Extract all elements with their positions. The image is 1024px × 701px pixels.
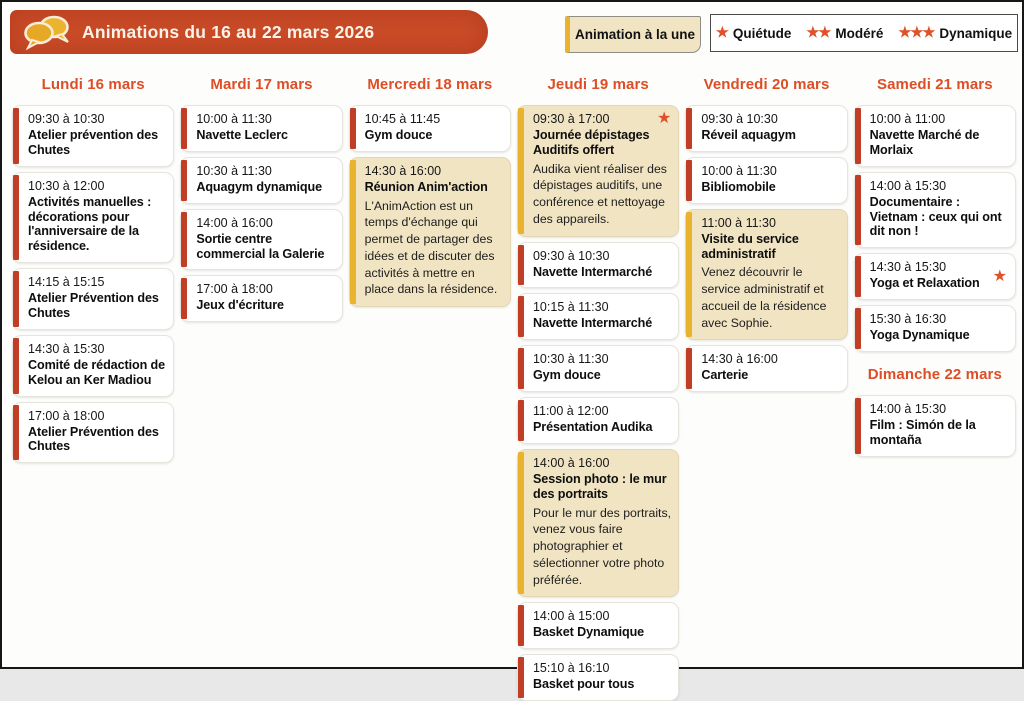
event-card <box>180 209 342 271</box>
event-title: Navette Intermarché <box>532 316 653 331</box>
event-card <box>517 654 679 701</box>
day-header: Jeudi 19 mars <box>547 76 649 93</box>
event-time: 10:15 à 11:30 <box>532 300 609 315</box>
event-color-bar <box>181 108 187 149</box>
event-title: Documentaire : Vietnam : ceux qui ont dit non ! <box>869 194 1002 239</box>
event-card <box>349 105 511 152</box>
event-color-bar <box>13 271 19 327</box>
event-title: Bibliomobile <box>701 179 776 194</box>
event-color-bar <box>855 256 861 297</box>
event-time: 10:45 à 11:45 <box>364 112 441 126</box>
event-title: Navette Marché de Morlaix <box>869 128 980 157</box>
rating-label: Modéré <box>835 25 884 41</box>
event-card <box>180 275 342 322</box>
event-color-bar <box>181 278 187 319</box>
event-time: 14:30 à 16:00 <box>364 163 442 178</box>
event-color-bar <box>13 338 19 394</box>
event-title: Gym douce <box>532 368 601 383</box>
three-stars-icon: ★★★ <box>898 24 935 41</box>
quietude-star-icon: ★ <box>656 110 672 127</box>
event-time: 14:00 à 16:00 <box>196 215 273 230</box>
event-title: Atelier prévention des Chutes <box>28 128 159 157</box>
event-card <box>180 105 342 152</box>
event-time: 14:30 à 15:30 <box>28 341 105 356</box>
event-card <box>12 172 174 263</box>
event-time: 10:30 à 11:30 <box>196 163 272 178</box>
day-column-jeudi <box>517 74 679 701</box>
event-title: Réveil aquagym <box>701 128 796 142</box>
legend-featured-badge <box>565 16 701 53</box>
day-header: Mercredi 18 mars <box>367 76 493 93</box>
event-color-bar <box>855 175 861 246</box>
event-color-bar <box>518 108 524 234</box>
day-header: Samedi 21 mars <box>877 76 993 93</box>
event-color-bar <box>518 245 524 286</box>
event-time: 10:30 à 12:00 <box>28 178 105 193</box>
event-color-bar <box>518 452 524 594</box>
event-card-featured <box>685 209 847 341</box>
event-time: 10:00 à 11:00 <box>869 112 946 126</box>
event-card <box>854 305 1016 352</box>
event-title: Yoga Dynamique <box>869 328 970 343</box>
event-color-bar <box>518 657 524 698</box>
rating-modere <box>806 26 883 41</box>
event-color-bar <box>518 400 524 441</box>
event-description: Venez découvrir le service administratif et accueil de la résidence avec Sophie. <box>701 265 827 330</box>
event-title: Basket pour tous <box>532 677 635 692</box>
event-card <box>12 335 174 397</box>
quietude-star-icon: ★ <box>992 267 1007 285</box>
event-time: 09:30 à 10:30 <box>28 112 105 126</box>
event-time: 15:10 à 16:10 <box>532 661 610 676</box>
event-time: 10:00 à 11:30 <box>701 163 777 178</box>
day-column-mercredi <box>349 74 511 701</box>
event-color-bar <box>686 348 692 389</box>
one-star-icon: ★ <box>715 24 728 41</box>
event-color-bar <box>686 212 692 338</box>
event-card <box>685 105 847 152</box>
event-color-bar <box>518 348 524 389</box>
event-time: 14:15 à 15:15 <box>28 275 105 290</box>
day-column-samedi-dimanche <box>854 74 1016 701</box>
day-column-mardi <box>180 74 342 701</box>
event-title: Réunion Anim'action <box>364 179 488 194</box>
event-color-bar <box>518 296 524 337</box>
event-card <box>12 402 174 464</box>
event-card <box>517 345 679 392</box>
event-time: 15:30 à 16:30 <box>869 312 947 327</box>
event-title: Navette Leclerc <box>196 128 288 142</box>
event-color-bar <box>686 108 692 149</box>
event-card <box>12 105 174 167</box>
legend-featured-label: Animation à la une <box>574 27 696 42</box>
event-title: Sortie centre commercial la Galerie <box>196 231 325 261</box>
event-title: Atelier Prévention des Chutes <box>28 291 159 321</box>
event-time: 17:00 à 18:00 <box>28 408 105 423</box>
rating-dynamique <box>898 26 1012 41</box>
event-card-featured <box>349 157 511 307</box>
event-time: 14:00 à 15:00 <box>532 609 610 624</box>
event-card <box>517 293 679 340</box>
event-description: Pour le mur des portraits, venez vous faire photographier et sélectionner votre photo préférée. <box>532 505 672 587</box>
event-color-bar <box>13 108 19 164</box>
event-title: Basket Dynamique <box>532 625 645 640</box>
event-color-bar <box>13 175 19 260</box>
event-card <box>854 105 1016 167</box>
event-time: 11:00 à 11:30 <box>701 215 776 230</box>
event-title: Visite du service administratif <box>701 231 799 261</box>
event-title: Journée dépistages Auditifs offert <box>532 128 650 157</box>
event-time: 10:30 à 11:30 <box>532 352 609 367</box>
title-banner <box>10 10 488 54</box>
event-title: Carterie <box>701 368 749 383</box>
event-card-featured <box>517 449 679 597</box>
event-color-bar <box>13 405 19 461</box>
event-title: Jeux d'écriture <box>196 298 284 313</box>
rating-label: Quiétude <box>732 25 792 41</box>
event-card <box>12 268 174 330</box>
event-color-bar <box>855 108 861 164</box>
event-time: 10:00 à 11:30 <box>196 112 272 126</box>
event-time: 14:00 à 15:30 <box>869 402 947 417</box>
day-column-vendredi <box>685 74 847 701</box>
event-card <box>854 253 1016 300</box>
event-color-bar <box>686 160 692 201</box>
event-time: 14:30 à 15:30 <box>869 260 947 275</box>
day-column-lundi <box>12 74 174 701</box>
event-card <box>685 157 847 204</box>
event-color-bar <box>181 212 187 268</box>
event-title: Navette Intermarché <box>532 264 653 279</box>
event-time: 09:30 à 17:00 <box>532 112 610 126</box>
page-title: Animations du 16 au 22 mars 2026 <box>82 21 375 42</box>
event-color-bar <box>181 160 187 201</box>
day-header: Mardi 17 mars <box>210 76 313 93</box>
event-time: 14:00 à 16:00 <box>532 456 610 471</box>
event-color-bar <box>855 398 861 454</box>
event-card <box>685 345 847 392</box>
event-time: 09:30 à 10:30 <box>701 112 778 126</box>
event-description: L'AnimAction est un temps d'échange qui permet de partager des idées et de discuter des activités à mettre en place dans la résidence. <box>364 198 498 297</box>
event-card <box>180 157 342 204</box>
event-title: Activités manuelles : décorations pour l'anniversaire de la résidence. <box>28 194 152 254</box>
day-header: Dimanche 22 mars <box>867 366 1002 384</box>
event-color-bar <box>518 605 524 646</box>
event-time: 14:30 à 16:00 <box>701 352 778 367</box>
event-description: Audika vient réaliser des dépistages auditifs, une conférence et nettoyage des appareils. <box>532 161 667 226</box>
two-stars-icon: ★★ <box>806 24 831 41</box>
event-time: 09:30 à 10:30 <box>532 248 610 263</box>
event-title: Présentation Audika <box>532 420 653 435</box>
rating-quietude <box>716 26 792 41</box>
event-title: Session photo : le mur des portraits <box>532 472 667 501</box>
event-card <box>517 397 679 444</box>
event-time: 14:00 à 15:30 <box>869 178 947 193</box>
event-card <box>854 172 1016 249</box>
rating-label: Dynamique <box>939 25 1013 41</box>
schedule-grid <box>12 74 1016 701</box>
event-color-bar <box>855 308 861 349</box>
event-color-bar <box>350 160 356 304</box>
event-card <box>854 395 1016 457</box>
event-card <box>517 602 679 649</box>
event-title: Film : Simón de la montaña <box>869 418 976 447</box>
event-title: Comité de rédaction de Kelou an Ker Madiou <box>28 357 166 387</box>
event-color-bar <box>350 108 356 149</box>
event-time: 17:00 à 18:00 <box>196 282 273 297</box>
speech-bubbles-icon <box>22 14 72 50</box>
event-title: Aquagym dynamique <box>196 179 322 194</box>
day-header: Lundi 16 mars <box>41 76 145 93</box>
day-header: Vendredi 20 mars <box>703 76 830 93</box>
event-card-featured <box>517 105 679 237</box>
event-title: Atelier Prévention des Chutes <box>28 424 159 454</box>
event-title: Gym douce <box>364 128 433 142</box>
event-title: Yoga et Relaxation <box>869 276 980 291</box>
legend-ratings-box <box>710 14 1018 52</box>
event-time: 11:00 à 12:00 <box>532 404 609 419</box>
event-card <box>517 242 679 289</box>
